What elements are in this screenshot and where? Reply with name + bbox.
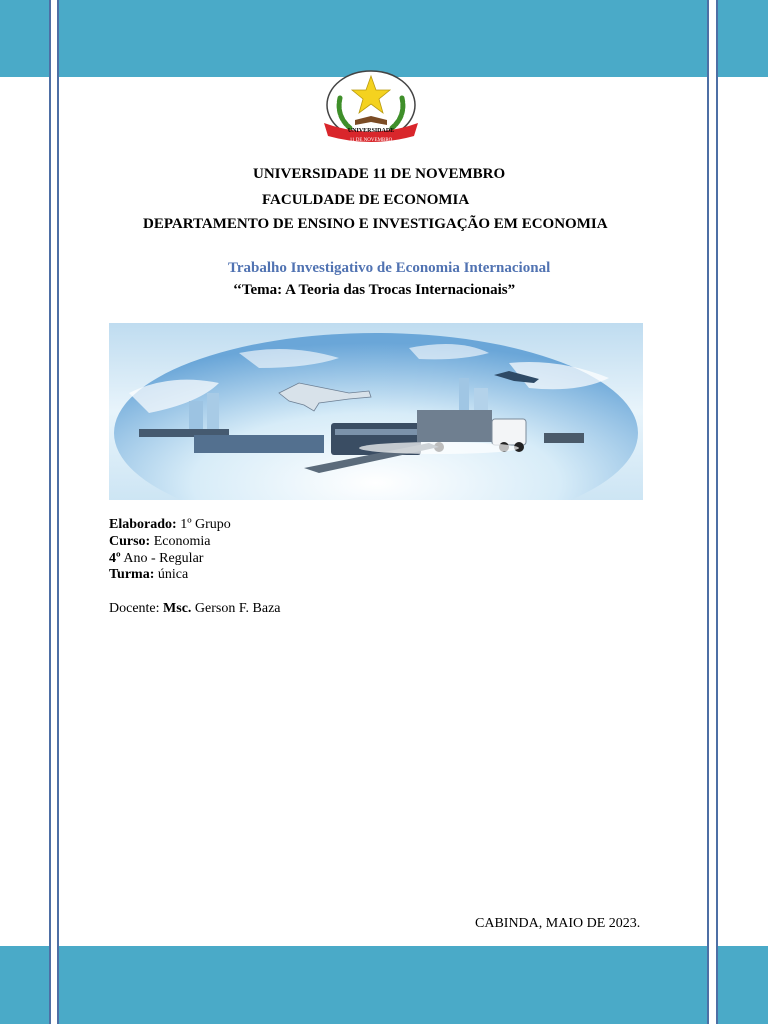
- elaborado-line: [109, 517, 231, 533]
- frame-line-left-inner: [57, 0, 59, 1024]
- elaborado-value: 1º Grupo: [176, 517, 231, 532]
- faculty-name: FACULDADE DE ECONOMIA: [262, 192, 470, 208]
- logo-ribbon-bottom-text: 11 DE NOVEMBRO: [349, 138, 393, 143]
- department-name: DEPARTAMENTO DE ENSINO E INVESTIGAÇÃO EM ECONOMIA: [143, 216, 608, 232]
- top-center-band: [59, 0, 707, 77]
- work-title: Trabalho Investigativo de Economia Internacional: [228, 260, 551, 276]
- docente-name: Gerson F. Baza: [191, 601, 281, 616]
- bottom-right-band: [718, 946, 768, 1024]
- docente-title: Msc.: [163, 601, 192, 616]
- frame-line-left-outer: [49, 0, 51, 1024]
- university-name: UNIVERSIDADE 11 DE NOVEMBRO: [253, 166, 506, 182]
- bottom-center-band: [59, 946, 707, 1024]
- ano-label: 4º: [109, 551, 121, 566]
- place-date: CABINDA, MAIO DE 2023.: [475, 916, 641, 931]
- ano-line: [109, 551, 203, 567]
- turma-line: [109, 567, 188, 583]
- frame-line-right-outer: [716, 0, 718, 1024]
- turma-label: Turma:: [109, 567, 155, 582]
- top-right-band: [718, 0, 768, 77]
- logo-ribbon-top-text: UNIVERSIDADE: [347, 128, 395, 134]
- university-logo: [310, 68, 432, 148]
- turma-value: única: [154, 567, 189, 582]
- curso-label: Curso:: [109, 534, 151, 549]
- curso-value: Economia: [150, 534, 211, 549]
- docente-label: Docente:: [109, 601, 164, 616]
- globe-logistics-illustration: [109, 323, 643, 500]
- theme-title: ‘‘Tema: A Teoria das Trocas Internacionais”: [233, 282, 516, 298]
- ano-value: Ano - Regular: [120, 551, 204, 566]
- bottom-left-band: [0, 946, 49, 1024]
- frame-line-right-inner: [707, 0, 709, 1024]
- curso-line: [109, 534, 211, 550]
- top-left-band: [0, 0, 49, 77]
- elaborado-label: Elaborado:: [109, 517, 177, 532]
- docente-line: [109, 601, 281, 617]
